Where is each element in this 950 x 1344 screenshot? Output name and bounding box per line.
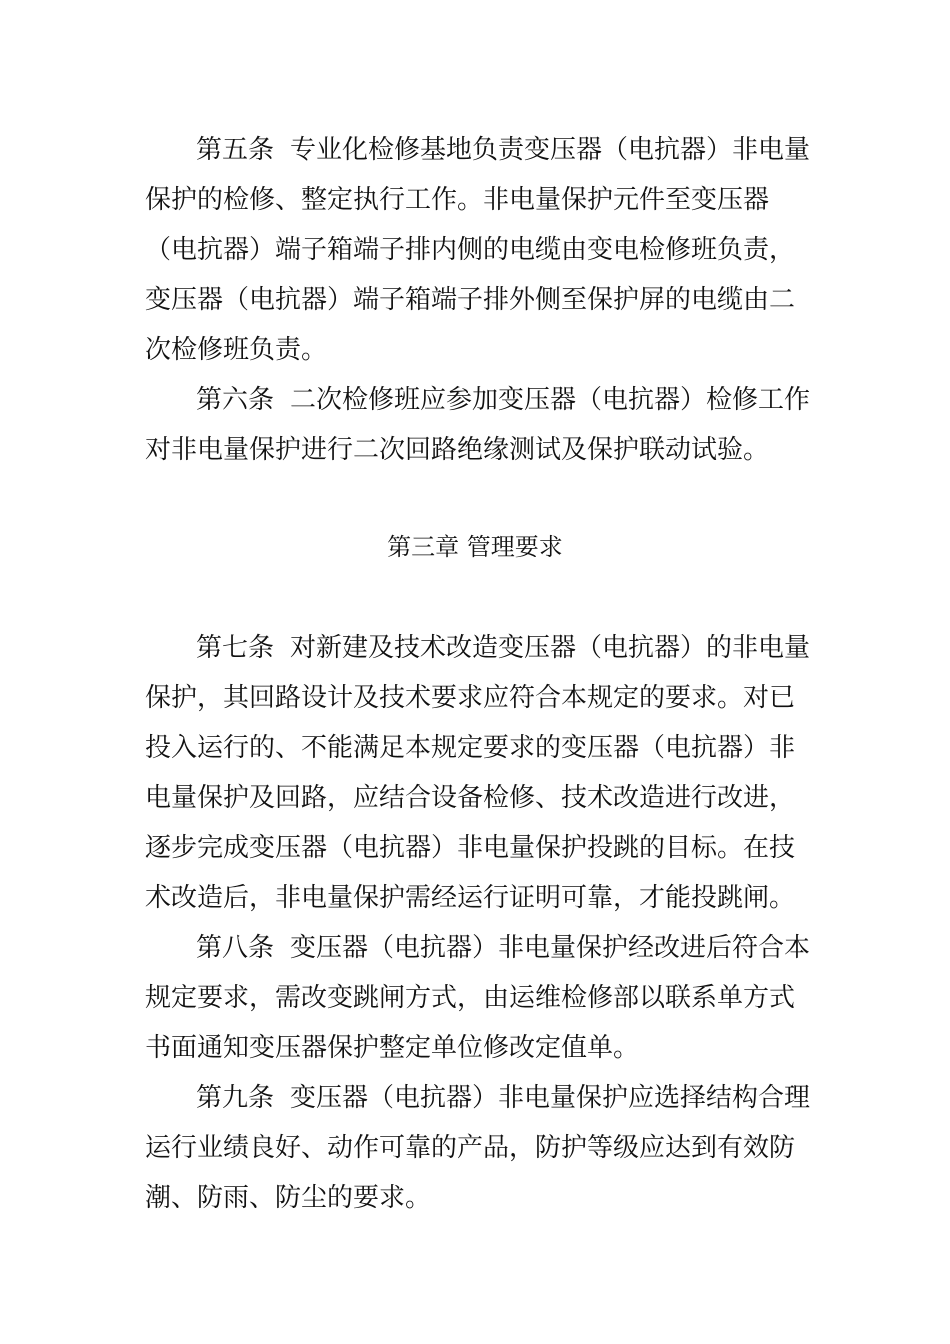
article-8-line-1 [196, 931, 816, 965]
article-text: 专业化检修基地负责变压器（电抗器）非电量 [290, 135, 811, 165]
article-text: 二次检修班应参加变压器（电抗器）检修工作 [290, 385, 811, 415]
article-7-line-6: 术改造后，非电量保护需经运行证明可靠，才能投跳闸。 [145, 883, 796, 913]
article-8-line-2: 规定要求，需改变跳闸方式，由运维检修部以联系单方式 [145, 983, 796, 1013]
article-5-line-4: 变压器（电抗器）端子箱端子排外侧至保护屏的电缆由二 [145, 285, 796, 315]
article-number: 第七条 [196, 633, 275, 663]
article-5-line-5: 次检修班负责。 [145, 335, 328, 365]
article-5-line-3: （电抗器）端子箱端子排内侧的电缆由变电检修班负责， [145, 235, 796, 265]
article-number: 第五条 [196, 135, 275, 165]
article-number: 第六条 [196, 385, 275, 415]
article-5-line-1 [196, 133, 816, 167]
article-9-line-3: 潮、防雨、防尘的要求。 [145, 1183, 432, 1213]
article-number: 第九条 [196, 1083, 275, 1113]
article-9-line-2: 运行业绩良好、动作可靠的产品，防护等级应达到有效防 [145, 1133, 796, 1163]
article-text: 对新建及技术改造变压器（电抗器）的非电量 [290, 633, 811, 663]
article-5-line-2: 保护的检修、整定执行工作。非电量保护元件至变压器 [145, 185, 770, 215]
chapter-heading: 第三章 管理要求 [387, 533, 563, 561]
article-6-line-2: 对非电量保护进行二次回路绝缘测试及保护联动试验。 [145, 435, 770, 465]
article-number: 第八条 [196, 933, 275, 963]
article-7-line-4: 电量保护及回路，应结合设备检修、技术改造进行改进， [145, 783, 796, 813]
article-6-line-1 [196, 383, 816, 417]
article-7-line-5: 逐步完成变压器（电抗器）非电量保护投跳的目标。在技 [145, 833, 796, 863]
article-text: 变压器（电抗器）非电量保护应选择结构合理 [290, 1083, 811, 1113]
article-text: 变压器（电抗器）非电量保护经改进后符合本 [290, 933, 811, 963]
article-7-line-3: 投入运行的、不能满足本规定要求的变压器（电抗器）非 [145, 733, 796, 763]
article-8-line-3: 书面通知变压器保护整定单位修改定值单。 [145, 1033, 640, 1063]
article-7-line-2: 保护，其回路设计及技术要求应符合本规定的要求。对已 [145, 683, 796, 713]
article-7-line-1 [196, 631, 816, 665]
article-9-line-1 [196, 1081, 816, 1115]
